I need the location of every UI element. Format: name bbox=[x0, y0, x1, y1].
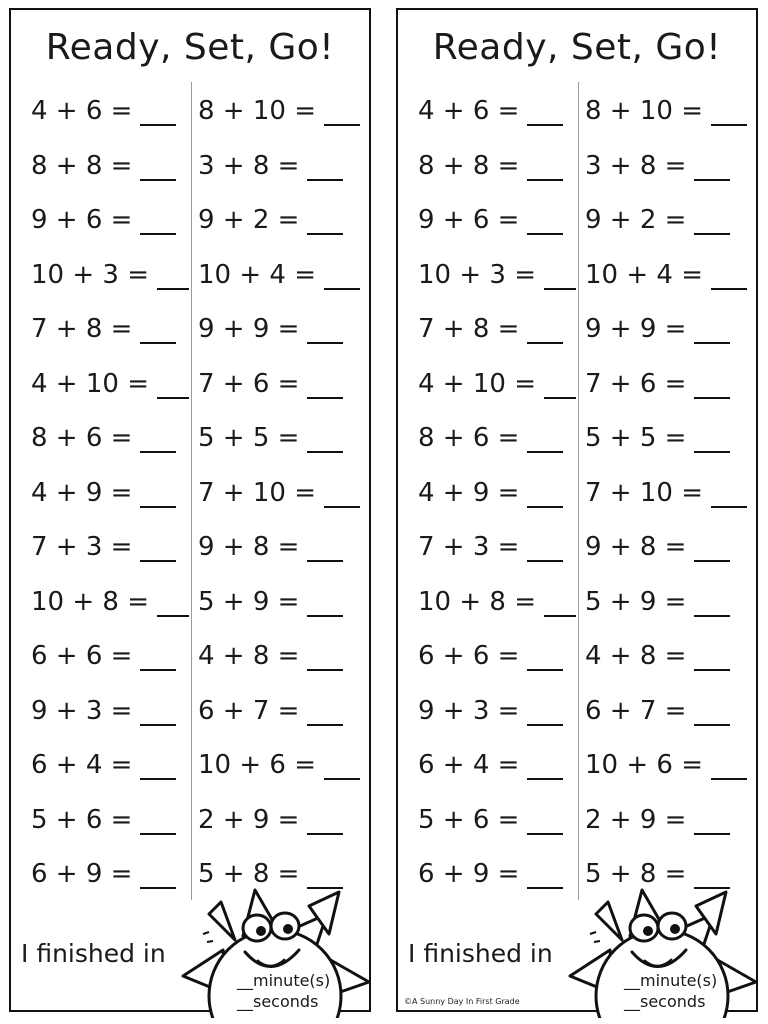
answer-blank[interactable] bbox=[694, 314, 730, 344]
problem-expression: 7 + 10 = bbox=[585, 477, 703, 508]
problem-row bbox=[585, 629, 755, 684]
answer-blank[interactable] bbox=[307, 151, 343, 181]
problem-row bbox=[198, 411, 368, 466]
problem-row bbox=[585, 738, 755, 793]
problem-row bbox=[585, 466, 755, 521]
problem-expression: 9 + 9 = bbox=[198, 314, 300, 345]
answer-blank[interactable] bbox=[544, 587, 576, 617]
answer-blank[interactable] bbox=[527, 696, 563, 726]
problem-expression: 6 + 4 = bbox=[418, 750, 520, 781]
problem-row bbox=[418, 302, 576, 357]
problem-row bbox=[198, 84, 368, 139]
problem-expression: 9 + 8 = bbox=[585, 532, 687, 563]
answer-blank[interactable] bbox=[324, 260, 360, 290]
problem-expression: 4 + 6 = bbox=[31, 96, 133, 127]
answer-blank[interactable] bbox=[307, 587, 343, 617]
problem-expression: 9 + 3 = bbox=[418, 695, 520, 726]
problem-expression: 9 + 2 = bbox=[585, 205, 687, 236]
problem-expression: 2 + 9 = bbox=[198, 804, 300, 835]
answer-blank[interactable] bbox=[544, 369, 576, 399]
answer-blank[interactable] bbox=[694, 641, 730, 671]
problem-row bbox=[198, 302, 368, 357]
problem-column-2 bbox=[198, 84, 368, 902]
problem-expression: 7 + 3 = bbox=[418, 532, 520, 563]
problem-row bbox=[198, 738, 368, 793]
answer-blank[interactable] bbox=[711, 478, 747, 508]
answer-blank[interactable] bbox=[140, 696, 176, 726]
fact-card-right bbox=[396, 8, 758, 1012]
minutes-label: minute(s) bbox=[640, 971, 718, 990]
problem-row bbox=[418, 684, 576, 739]
problem-expression: 7 + 6 = bbox=[198, 368, 300, 399]
problem-expression: 7 + 10 = bbox=[198, 477, 316, 508]
problem-expression: 4 + 8 = bbox=[198, 641, 300, 672]
answer-blank[interactable] bbox=[694, 696, 730, 726]
problem-expression: 7 + 8 = bbox=[31, 314, 133, 345]
problem-row bbox=[198, 193, 368, 248]
problem-expression: 10 + 3 = bbox=[418, 259, 536, 290]
answer-blank[interactable] bbox=[527, 859, 563, 889]
problem-expression: 10 + 4 = bbox=[585, 259, 703, 290]
minutes-blank: __minute(s) bbox=[624, 971, 718, 990]
problem-row bbox=[31, 84, 189, 139]
problem-row bbox=[418, 357, 576, 412]
problem-row bbox=[198, 248, 368, 303]
problem-row bbox=[31, 466, 189, 521]
answer-blank[interactable] bbox=[527, 478, 563, 508]
answer-blank[interactable] bbox=[544, 260, 576, 290]
answer-blank[interactable] bbox=[694, 859, 730, 889]
problem-row bbox=[31, 847, 189, 902]
problem-expression: 4 + 9 = bbox=[418, 477, 520, 508]
problem-expression: 4 + 6 = bbox=[418, 96, 520, 127]
problem-expression: 10 + 8 = bbox=[31, 586, 149, 617]
answer-blank[interactable] bbox=[527, 205, 563, 235]
answer-blank[interactable] bbox=[307, 532, 343, 562]
answer-blank[interactable] bbox=[307, 805, 343, 835]
problem-expression: 5 + 8 = bbox=[198, 859, 300, 890]
problem-expression: 4 + 10 = bbox=[418, 368, 536, 399]
problem-expression: 3 + 8 = bbox=[585, 150, 687, 181]
problem-expression: 9 + 2 = bbox=[198, 205, 300, 236]
problem-row bbox=[31, 738, 189, 793]
answer-blank[interactable] bbox=[140, 478, 176, 508]
problem-expression: 8 + 10 = bbox=[198, 96, 316, 127]
problem-column-1 bbox=[418, 84, 576, 902]
problem-row bbox=[198, 684, 368, 739]
problem-expression: 5 + 5 = bbox=[198, 423, 300, 454]
card-title: Ready, Set, Go! bbox=[45, 27, 335, 68]
minutes-blank: __minute(s) bbox=[237, 971, 331, 990]
problem-expression: 8 + 10 = bbox=[585, 96, 703, 127]
answer-blank[interactable] bbox=[527, 423, 563, 453]
answer-blank[interactable] bbox=[694, 369, 730, 399]
problem-row bbox=[418, 520, 576, 575]
answer-blank[interactable] bbox=[527, 805, 563, 835]
problem-row bbox=[31, 411, 189, 466]
answer-blank[interactable] bbox=[140, 750, 176, 780]
answer-blank[interactable] bbox=[307, 423, 343, 453]
problem-row bbox=[198, 575, 368, 630]
problem-row bbox=[585, 139, 755, 194]
problem-column-2 bbox=[585, 84, 755, 902]
answer-blank[interactable] bbox=[140, 641, 176, 671]
problem-row bbox=[31, 684, 189, 739]
problem-expression: 5 + 6 = bbox=[31, 804, 133, 835]
answer-blank[interactable] bbox=[157, 260, 189, 290]
problem-row bbox=[585, 411, 755, 466]
problem-row bbox=[31, 139, 189, 194]
problem-expression: 4 + 10 = bbox=[31, 368, 149, 399]
problem-row bbox=[31, 520, 189, 575]
fact-card-left bbox=[9, 8, 371, 1012]
problem-expression: 8 + 6 = bbox=[418, 423, 520, 454]
problem-row bbox=[198, 357, 368, 412]
problem-expression: 9 + 8 = bbox=[198, 532, 300, 563]
answer-blank[interactable] bbox=[527, 314, 563, 344]
problem-expression: 8 + 8 = bbox=[31, 150, 133, 181]
answer-blank[interactable] bbox=[140, 423, 176, 453]
problem-row bbox=[418, 248, 576, 303]
card-title: Ready, Set, Go! bbox=[432, 27, 722, 68]
problem-expression: 9 + 6 = bbox=[418, 205, 520, 236]
problem-row bbox=[418, 411, 576, 466]
problem-row bbox=[418, 193, 576, 248]
problem-expression: 10 + 3 = bbox=[31, 259, 149, 290]
problem-row bbox=[198, 139, 368, 194]
answer-blank[interactable] bbox=[307, 696, 343, 726]
finished-label: I finished in bbox=[21, 939, 166, 968]
problem-expression: 7 + 8 = bbox=[418, 314, 520, 345]
finished-label: I finished in bbox=[408, 939, 553, 968]
problem-row bbox=[418, 575, 576, 630]
problem-expression: 5 + 6 = bbox=[418, 804, 520, 835]
column-divider bbox=[191, 82, 192, 900]
problem-expression: 8 + 8 = bbox=[418, 150, 520, 181]
answer-blank[interactable] bbox=[711, 260, 747, 290]
answer-blank[interactable] bbox=[711, 96, 747, 126]
answer-blank[interactable] bbox=[527, 151, 563, 181]
problem-expression: 7 + 6 = bbox=[585, 368, 687, 399]
seconds-label: seconds bbox=[253, 992, 319, 1011]
problem-row bbox=[198, 520, 368, 575]
answer-blank[interactable] bbox=[307, 314, 343, 344]
seconds-label: seconds bbox=[640, 992, 706, 1011]
problem-expression: 5 + 9 = bbox=[198, 586, 300, 617]
copyright-text: ©A Sunny Day In First Grade bbox=[404, 997, 520, 1006]
problem-row bbox=[31, 193, 189, 248]
problem-expression: 6 + 7 = bbox=[198, 695, 300, 726]
answer-blank[interactable] bbox=[694, 205, 730, 235]
problem-expression: 9 + 9 = bbox=[585, 314, 687, 345]
problem-expression: 5 + 8 = bbox=[585, 859, 687, 890]
answer-blank[interactable] bbox=[694, 532, 730, 562]
problem-row bbox=[31, 575, 189, 630]
problem-expression: 4 + 9 = bbox=[31, 477, 133, 508]
problem-expression: 5 + 5 = bbox=[585, 423, 687, 454]
problem-expression: 6 + 7 = bbox=[585, 695, 687, 726]
answer-blank[interactable] bbox=[324, 478, 360, 508]
problem-row bbox=[418, 793, 576, 848]
problem-row bbox=[585, 684, 755, 739]
problem-row bbox=[418, 629, 576, 684]
problem-row bbox=[31, 248, 189, 303]
minutes-label: minute(s) bbox=[253, 971, 331, 990]
answer-blank[interactable] bbox=[140, 96, 176, 126]
problem-expression: 6 + 6 = bbox=[418, 641, 520, 672]
problem-row bbox=[418, 84, 576, 139]
answer-blank[interactable] bbox=[307, 859, 343, 889]
problem-expression: 6 + 4 = bbox=[31, 750, 133, 781]
answer-blank[interactable] bbox=[157, 369, 189, 399]
problem-row bbox=[585, 793, 755, 848]
problem-row bbox=[585, 357, 755, 412]
problem-row bbox=[198, 793, 368, 848]
problem-expression: 5 + 9 = bbox=[585, 586, 687, 617]
problem-row bbox=[585, 302, 755, 357]
answer-blank[interactable] bbox=[694, 423, 730, 453]
answer-blank[interactable] bbox=[307, 205, 343, 235]
answer-blank[interactable] bbox=[527, 532, 563, 562]
problem-row bbox=[418, 738, 576, 793]
answer-blank[interactable] bbox=[140, 205, 176, 235]
answer-blank[interactable] bbox=[324, 750, 360, 780]
problem-expression: 8 + 6 = bbox=[31, 423, 133, 454]
problem-expression: 9 + 3 = bbox=[31, 695, 133, 726]
problem-expression: 6 + 9 = bbox=[31, 859, 133, 890]
seconds-blank: __seconds bbox=[237, 992, 319, 1011]
answer-blank[interactable] bbox=[694, 587, 730, 617]
problem-expression: 4 + 8 = bbox=[585, 641, 687, 672]
answer-blank[interactable] bbox=[307, 369, 343, 399]
problem-row bbox=[418, 847, 576, 902]
problem-expression: 9 + 6 = bbox=[31, 205, 133, 236]
answer-blank[interactable] bbox=[140, 859, 176, 889]
problem-row bbox=[418, 466, 576, 521]
problem-expression: 6 + 9 = bbox=[418, 859, 520, 890]
problem-row bbox=[31, 302, 189, 357]
problem-expression: 7 + 3 = bbox=[31, 532, 133, 563]
problem-expression: 10 + 6 = bbox=[198, 750, 316, 781]
answer-blank[interactable] bbox=[157, 587, 189, 617]
problem-row bbox=[198, 466, 368, 521]
problem-row bbox=[585, 575, 755, 630]
problem-row bbox=[585, 520, 755, 575]
problem-row bbox=[585, 193, 755, 248]
answer-blank[interactable] bbox=[694, 805, 730, 835]
answer-blank[interactable] bbox=[324, 96, 360, 126]
problem-expression: 10 + 8 = bbox=[418, 586, 536, 617]
answer-blank[interactable] bbox=[527, 96, 563, 126]
answer-blank[interactable] bbox=[527, 750, 563, 780]
seconds-blank: __seconds bbox=[624, 992, 706, 1011]
problem-row bbox=[31, 793, 189, 848]
problem-row bbox=[585, 248, 755, 303]
answer-blank[interactable] bbox=[140, 532, 176, 562]
answer-blank[interactable] bbox=[527, 641, 563, 671]
problem-row bbox=[31, 629, 189, 684]
answer-blank[interactable] bbox=[140, 151, 176, 181]
problem-expression: 6 + 6 = bbox=[31, 641, 133, 672]
problem-expression: 10 + 6 = bbox=[585, 750, 703, 781]
answer-blank[interactable] bbox=[140, 805, 176, 835]
answer-blank[interactable] bbox=[711, 750, 747, 780]
problem-row bbox=[585, 84, 755, 139]
problem-expression: 3 + 8 = bbox=[198, 150, 300, 181]
problem-row bbox=[31, 357, 189, 412]
answer-blank[interactable] bbox=[140, 314, 176, 344]
problem-row bbox=[198, 629, 368, 684]
problem-expression: 2 + 9 = bbox=[585, 804, 687, 835]
problem-column-1 bbox=[31, 84, 189, 902]
column-divider bbox=[578, 82, 579, 900]
answer-blank[interactable] bbox=[694, 151, 730, 181]
answer-blank[interactable] bbox=[307, 641, 343, 671]
problem-row bbox=[418, 139, 576, 194]
problem-expression: 10 + 4 = bbox=[198, 259, 316, 290]
